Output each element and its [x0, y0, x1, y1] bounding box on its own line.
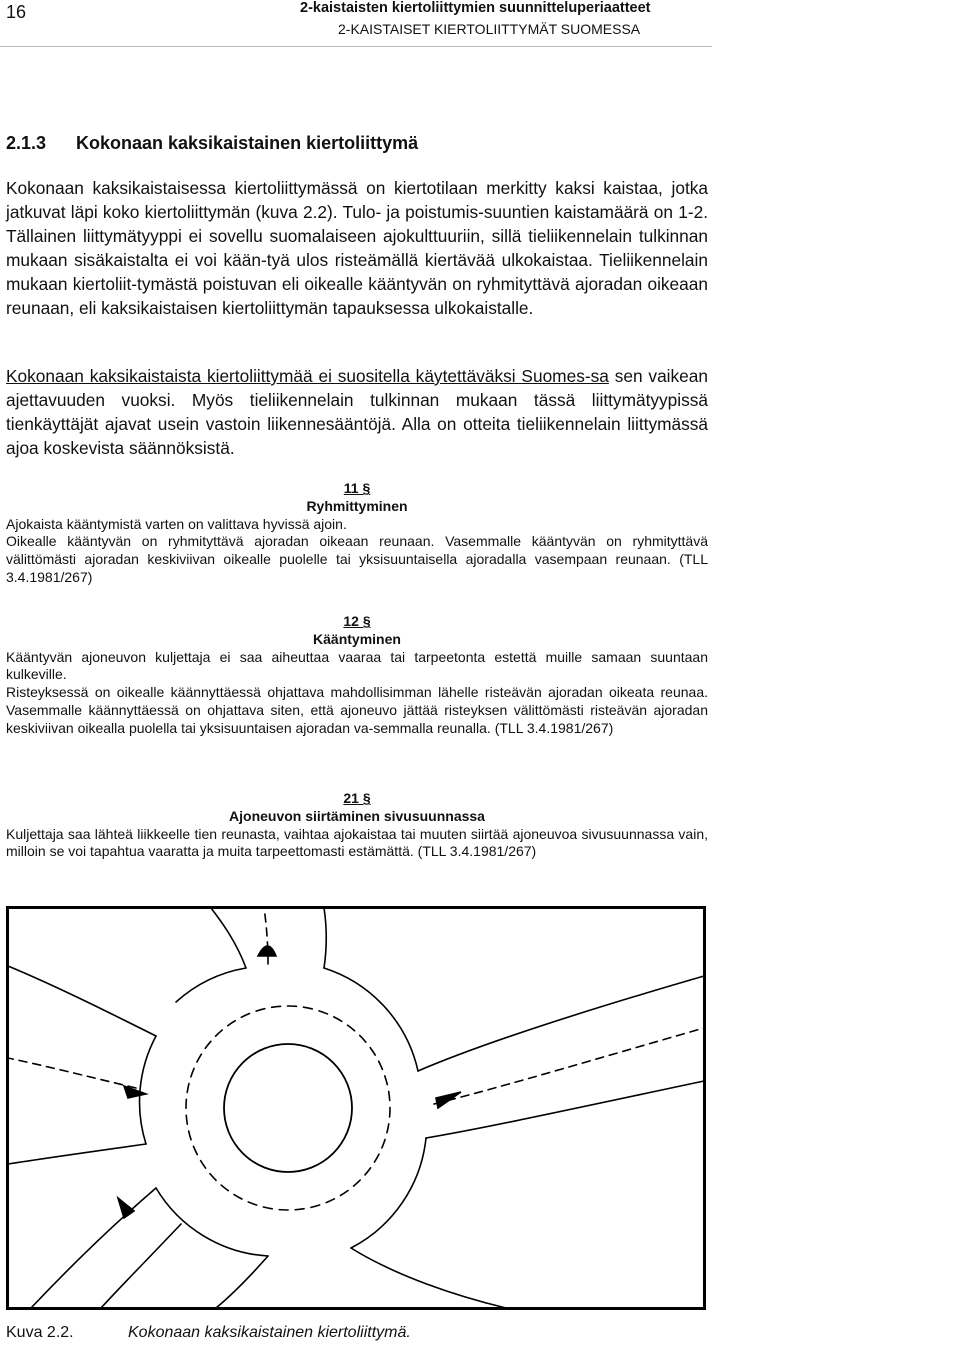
law-excerpt-12	[6, 613, 708, 738]
law-title: Kääntyminen	[313, 630, 401, 647]
page-number: 16	[6, 2, 27, 22]
header-rule	[0, 46, 712, 47]
law-number: 11 §	[343, 480, 371, 496]
running-header-title: 2-kaistaisten kiertoliittymien suunnitteluperiaatteet	[300, 0, 651, 16]
law-number: 21 §	[343, 790, 371, 806]
underlined-statement: Kokonaan kaksikaistaista kiertoliittymää ei suositella käytettäväksi Suomes-sa	[6, 366, 609, 386]
section-heading	[6, 133, 418, 154]
section-title: Kokonaan kaksikaistainen kiertoliittymä	[76, 133, 419, 153]
law-text-line: Kuljettaja saa lähteä liikkeelle tien reunasta, vaihtaa ajokaistaa tai muuten siirtää ajoneuvoa sivusuunnassa vain, milloin se voi tapahtua vaaratta ja muita tarpeettomasti estämättä. (TLL 3.4.1981/267)	[6, 825, 708, 860]
law-excerpt-21	[6, 790, 708, 861]
law-text-line: Kääntyvän ajoneuvon kuljettaja ei saa aiheuttaa vaaraa tai tarpeetonta estettä muille samaan suuntaan kulkeville.	[6, 648, 708, 683]
law-text-line: Ajokaista kääntymistä varten on valittava hyvissä ajoin.	[6, 515, 347, 532]
law-title: Ajoneuvon siirtäminen sivusuunnassa	[229, 807, 485, 824]
paragraph-rest: sen vaikean ajettavuuden vuoksi. Myös tieliikennelain tulkinnan mukaan tässä liittymätyypissä tienkäyttäjät ajavat usein vastoin liikennesääntöjä. Alla on otteita tieliikennelain liittymässä ajoa koskevista säännöksistä.	[6, 366, 708, 458]
running-header-subtitle: 2-KAISTAISET KIERTOLIITTYMÄT SUOMESSA	[338, 21, 641, 37]
figure-caption: Kokonaan kaksikaistainen kiertoliittymä.	[128, 1324, 411, 1341]
law-excerpt-11	[6, 480, 708, 587]
law-title: Ryhmittyminen	[306, 497, 408, 514]
figure-label: Kuva 2.2.	[6, 1324, 74, 1341]
law-text-line: Risteyksessä on oikealle käännyttäessä ohjattava mahdollisimman lähelle risteävän ajoradan oikeata reunaa. Vasemmalle käännyttäessä on ohjattava siten, että ajoneuvo jättää risteyksen välittömästi risteävän ajoradan keskiviivan oikealla puolella tai yksisuuntaisen ajoradan va-semmalla reunalla. (TLL 3.4.1981/267)	[6, 684, 708, 736]
roundabout-figure	[6, 906, 706, 1310]
law-number: 12 §	[343, 613, 371, 629]
paragraph-intro: Kokonaan kaksikaistaisessa kiertoliittymässä on kiertotilaan merkitty kaksi kaistaa, jotka jatkuvat läpi koko kiertoliittymän (kuva 2.2). Tulo- ja poistumis-suuntien kaistamäärä on 1-2. Tällainen liittymätyyppi ei sovellu suomalaiseen ajokulttuuriin, sillä tieliikennelain tulkinnan mukaan sisäkaistalta ei voi kään-tyä ulos risteämällä kiertävää ulkokaistaa. Tieliikennelain mukaan kiertoliit-tymästä poistuvan eli oikealle kääntyvän on ryhmityttävä ajoradan oikeaan reunaan, eli kaksikaistaisen kiertoliittymän tapauksessa ulkokaistalle.	[6, 178, 708, 318]
paragraph-recommendation	[6, 364, 708, 460]
section-number: 2.1.3	[6, 133, 47, 153]
law-text-line: Oikealle kääntyvän on ryhmityttävä ajoradan oikeaan reunaan. Vasemmalle kääntyvän on ryhmityttävä välittömästi ajoradan keskiviivan oikealle puolelle tai yksisuuntaisella ajoradalla vasempaan reunaan. (TLL 3.4.1981/267)	[6, 533, 708, 585]
